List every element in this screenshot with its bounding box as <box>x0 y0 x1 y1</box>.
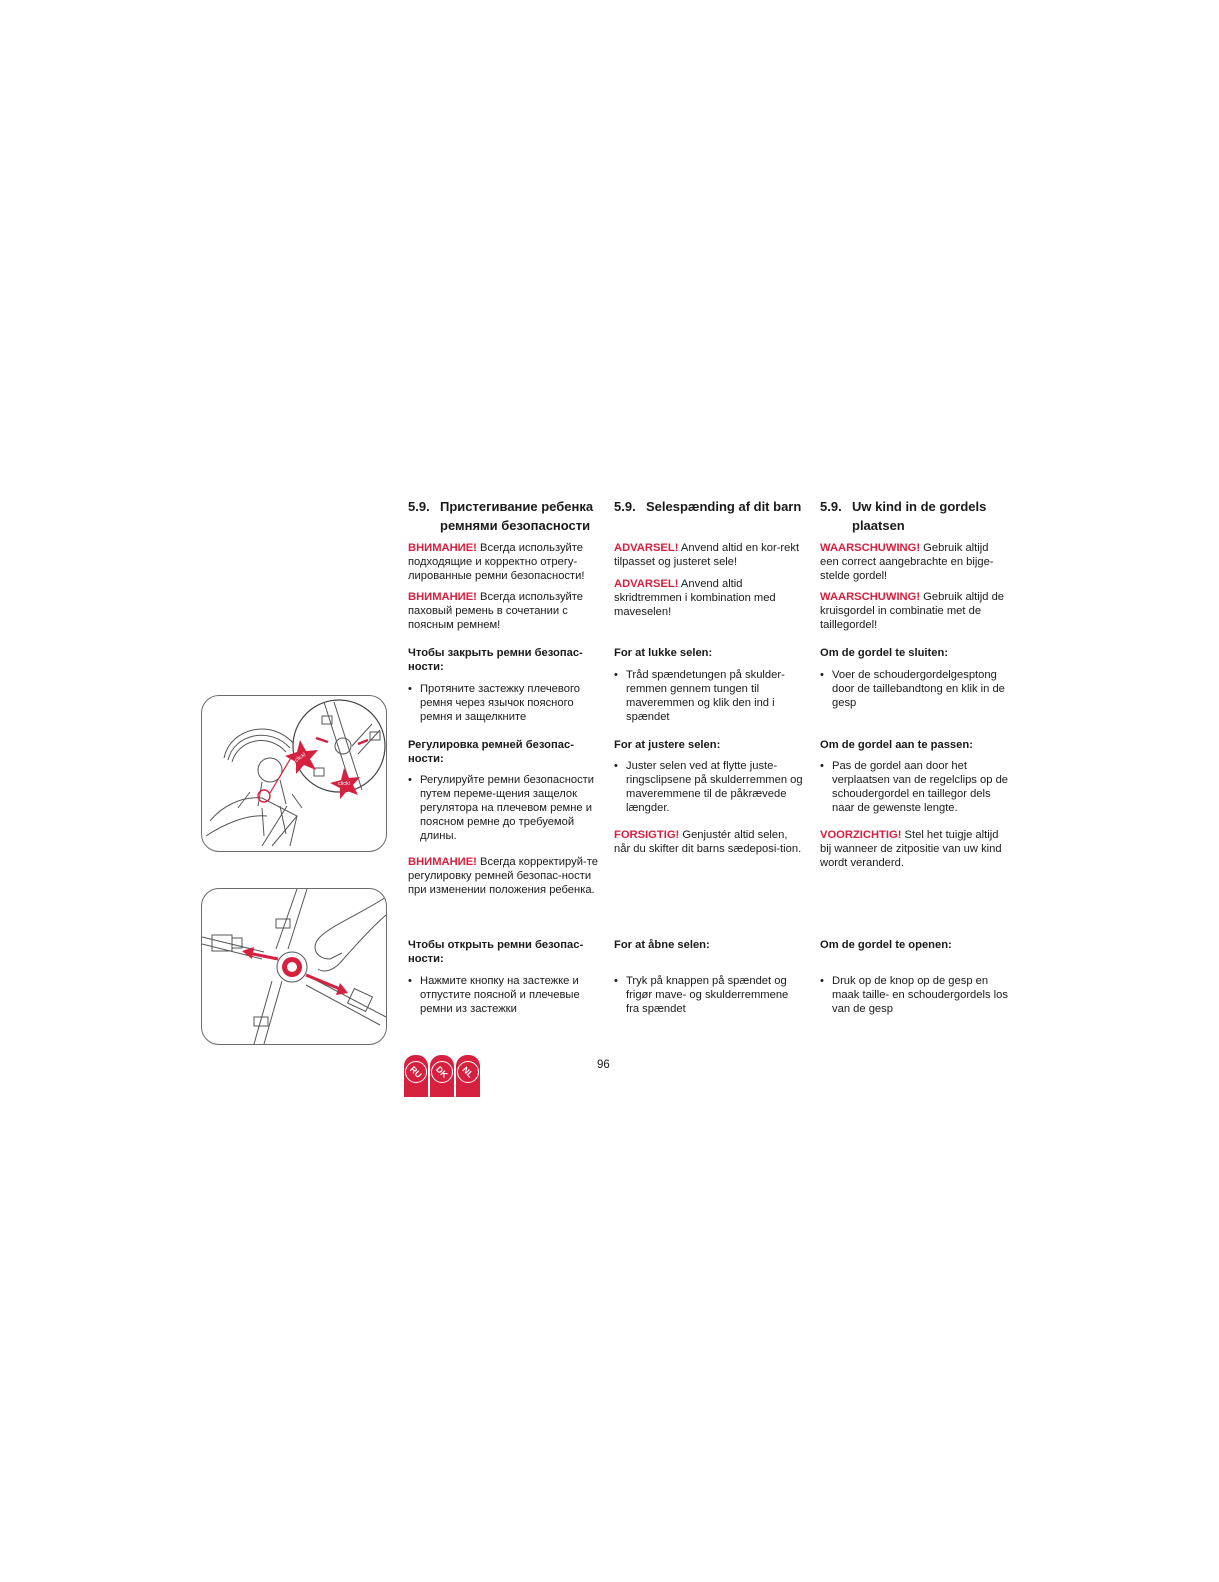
warning-keyword: ADVARSEL! <box>614 578 679 590</box>
page-number: 96 <box>597 1059 610 1071</box>
adjust-heading: Регулировка ремней безопас-ности: <box>408 739 574 765</box>
close-heading: For at lukke selen: <box>614 647 713 659</box>
close-heading: Чтобы закрыть ремни безопас-ности: <box>408 647 583 673</box>
language-tab-label: NL <box>452 1056 483 1087</box>
warning-keyword: WAARSCHUWING! <box>820 591 921 603</box>
adjust-step: • Juster selen ved at flytte juste-ringsclipsene på skulderremmen og maveremmene til de påkrævede længder. <box>614 759 804 815</box>
figure-stroller-buckle <box>201 695 387 852</box>
close-step: • Tråd spændetungen på skulder-remmen gennem tungen til maveremmen og klik den ind i spændet <box>614 668 804 724</box>
warning-keyword: ВНИМАНИЕ! <box>408 591 477 603</box>
caution <box>614 828 804 856</box>
caution-keyword: ВНИМАНИЕ! <box>408 856 477 868</box>
warning-text: Всегда используйте паховый ремень в сочетании с поясным ремнем! <box>408 591 584 631</box>
click-label: click! <box>338 781 351 787</box>
caution-keyword: FORSIGTIG! <box>614 829 680 841</box>
open-heading: Om de gordel te openen: <box>820 939 952 951</box>
open-heading: Чтобы открыть ремни безопас-ности: <box>408 939 584 965</box>
section-title: Пристегивание ребенка ремнями безопасности <box>440 499 594 533</box>
close-step: • Протяните застежку плечевого ремня через язычок поясного ремня и защелкните <box>408 682 598 724</box>
section-number: 5.9. <box>408 499 430 514</box>
warning-2 <box>820 590 1010 632</box>
column-dk <box>614 497 804 1015</box>
warning-text: Anvend altid en kor-rekt tilpasset og justeret sele! <box>614 542 800 568</box>
warning-keyword: ВНИМАНИЕ! <box>408 542 477 554</box>
section-heading <box>820 497 1010 535</box>
column-ru <box>408 497 598 1015</box>
adjust-heading: For at justere selen: <box>614 739 721 751</box>
section-heading <box>408 497 598 535</box>
warning-keyword: ADVARSEL! <box>614 542 679 554</box>
language-tab-label: RU <box>400 1056 431 1087</box>
caution <box>408 855 598 897</box>
warning-1 <box>614 541 804 569</box>
warning-1 <box>820 541 1010 583</box>
close-heading: Om de gordel te sluiten: <box>820 647 949 659</box>
section-heading <box>614 497 804 535</box>
open-step: • Druk op de knop op de gesp en maak taille- en schoudergordels los van de gesp <box>820 974 1010 1016</box>
section-number: 5.9. <box>820 499 842 514</box>
caution-text: Genjustér altid selen, når du skifter dit barns sædeposi-tion. <box>614 829 802 855</box>
column-nl <box>820 497 1010 1015</box>
click-label: click! <box>293 751 308 764</box>
language-tab-dk[interactable] <box>430 1055 454 1097</box>
section-title: Uw kind in de gordels plaatsen <box>852 499 987 533</box>
warning-text: Anvend altid skridtremmen i kombination med maveselen! <box>614 578 776 618</box>
adjust-step: • Регулируйте ремни безопасности путем переме-щения защелок регулятора на плечевом ремне и поясном ремне до требуемой длины. <box>408 773 598 843</box>
caution-text: Всегда корректируй-те регулировку ремней безопас-ности при изменении положения ребенка. <box>408 856 598 896</box>
adjust-heading: Om de gordel aan te passen: <box>820 739 973 751</box>
warning-text: Всегда используйте подходящие и корректно отрегу-лированные ремни безопасности! <box>408 542 585 582</box>
caution-text: Stel het tuigje altijd bij wanneer de zitpositie van uw kind wordt veranderd. <box>820 829 1002 869</box>
figure-buckle-release <box>201 888 387 1045</box>
language-tab-ru[interactable] <box>404 1055 428 1097</box>
open-heading: For at åbne selen: <box>614 939 710 951</box>
warning-text: Gebruik altijd een correct aangebrachte en bijge-stelde gordel! <box>820 542 994 582</box>
close-step: • Voer de schoudergordelgesptong door de taillebandtong en klik in de gesp <box>820 668 1010 710</box>
section-number: 5.9. <box>614 499 636 514</box>
language-tab-nl[interactable] <box>456 1055 480 1097</box>
warning-1 <box>408 541 598 583</box>
warning-2 <box>614 577 804 619</box>
adjust-step: • Pas de gordel aan door het verplaatsen van de regelclips op de schoudergordel en taillegor dels naar de gewenste lengte. <box>820 759 1010 815</box>
section-title: Selespænding af dit barn <box>646 499 802 514</box>
warning-2 <box>408 590 598 632</box>
caution-keyword: VOORZICHTIG! <box>820 829 902 841</box>
warning-text: Gebruik altijd de kruisgordel in combinatie met de taillegordel! <box>820 591 1005 631</box>
language-tab-label: DK <box>426 1056 457 1087</box>
warning-keyword: WAARSCHUWING! <box>820 542 921 554</box>
caution <box>820 828 1010 870</box>
open-step: • Tryk på knappen på spændet og frigør mave- og skulderremmene fra spændet <box>614 974 804 1016</box>
open-step: • Нажмите кнопку на застежке и отпустите поясной и плечевые ремни из застежки <box>408 974 598 1016</box>
